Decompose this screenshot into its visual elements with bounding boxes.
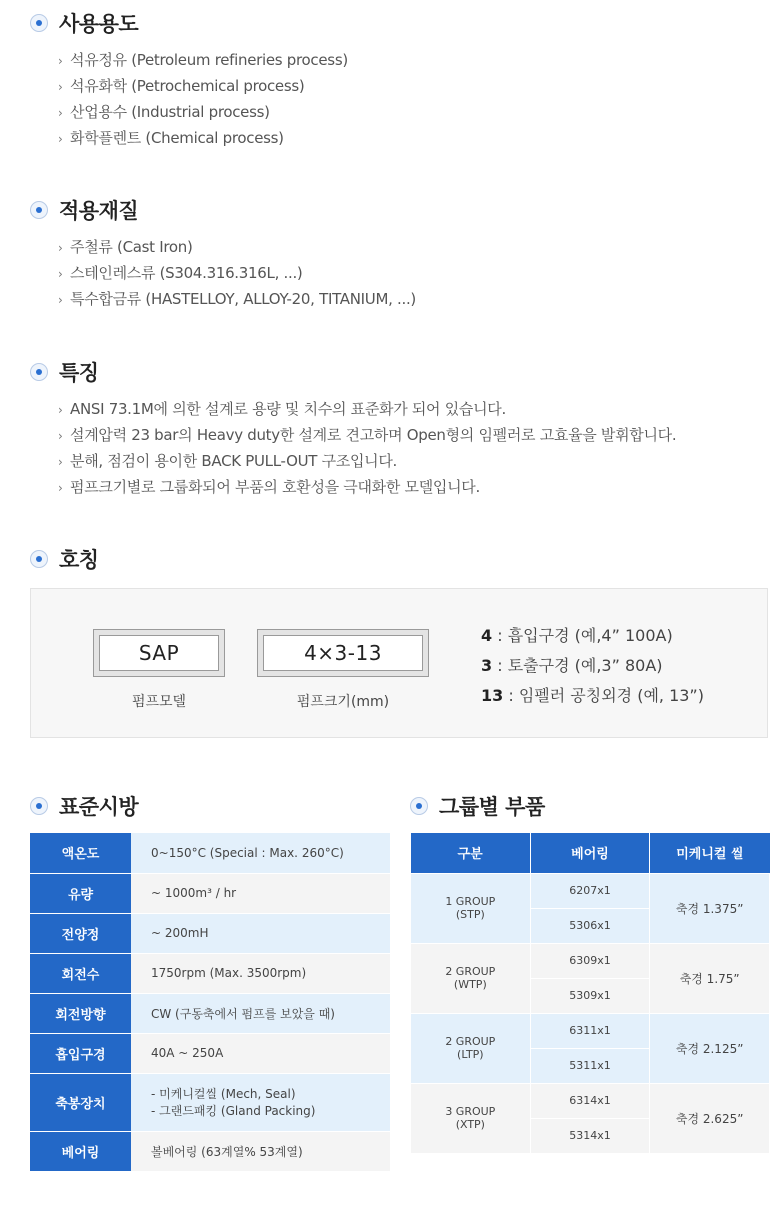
list-item: › 화학플렌트 (Chemical process)	[58, 125, 348, 151]
table-row: 5309x1	[411, 978, 770, 1013]
list-item: › 분해, 점검이 용이한 BACK PULL-OUT 구조입니다.	[58, 448, 676, 474]
circle-bullet-icon	[30, 201, 48, 219]
usage-section	[30, 8, 348, 151]
materials-header	[30, 195, 416, 225]
circle-bullet-icon	[30, 363, 48, 381]
list-item: › 주철류 (Cast Iron)	[58, 234, 416, 260]
chevron-right-icon: ›	[58, 267, 63, 281]
table-row: 3 GROUP (XTP) 6314x1 축경 2.625”	[411, 1083, 770, 1118]
materials-title: 적용재질	[59, 199, 139, 223]
list-item: › 설계압력 23 bar의 Heavy duty한 설계로 견고하며 Open형의 임펠러로 고효율을 발휘합니다.	[58, 422, 676, 448]
list-item: › 석유화학 (Petrochemical process)	[58, 73, 348, 99]
list-item: › ANSI 73.1M에 의한 설계로 용량 및 치수의 표준화가 되어 있습니다.	[58, 396, 676, 422]
table-row: 흡입구경 40A ~ 250A	[30, 1033, 390, 1073]
naming-box	[30, 588, 768, 738]
table-row: 2 GROUP (LTP) 6311x1 축경 2.125”	[411, 1013, 770, 1048]
legend-suction: 4 : 흡입구경 (예,4” 100A)	[481, 626, 673, 645]
spec-table	[30, 833, 390, 1172]
chevron-right-icon: ›	[58, 106, 63, 120]
chevron-right-icon: ›	[58, 403, 63, 417]
chevron-right-icon: ›	[58, 132, 63, 146]
list-item: › 펌프크기별로 그룹화되어 부품의 호환성을 극대화한 모델입니다.	[58, 474, 676, 500]
chevron-right-icon: ›	[58, 293, 63, 307]
parts-section	[410, 791, 545, 821]
table-row: 5314x1	[411, 1118, 770, 1153]
chevron-right-icon: ›	[58, 455, 63, 469]
naming-section	[30, 544, 99, 574]
circle-bullet-icon	[410, 797, 428, 815]
naming-header	[30, 544, 99, 574]
chevron-right-icon: ›	[58, 54, 63, 68]
features-list	[30, 396, 676, 500]
features-section	[30, 357, 676, 500]
table-row: 2 GROUP (WTP) 6309x1 축경 1.75”	[411, 943, 770, 978]
materials-section	[30, 195, 416, 312]
chevron-right-icon: ›	[58, 241, 63, 255]
features-header	[30, 357, 676, 387]
list-item: › 석유정유 (Petroleum refineries process)	[58, 47, 348, 73]
spec-header	[30, 791, 138, 821]
table-row: 회전방향 CW (구동축에서 펌프를 보았을 때)	[30, 993, 390, 1033]
parts-header	[410, 791, 545, 821]
pump-model-label: 펌프모델	[131, 694, 187, 710]
circle-bullet-icon	[30, 550, 48, 568]
table-row: 전양정 ~ 200mH	[30, 913, 390, 953]
features-title: 특징	[59, 361, 99, 385]
table-row: 회전수 1750rpm (Max. 3500rpm)	[30, 953, 390, 993]
table-row: 1 GROUP (STP) 6207x1 축경 1.375”	[411, 873, 770, 908]
materials-list	[30, 234, 416, 312]
spec-section	[30, 791, 138, 821]
list-item: › 스테인레스류 (S304.316.316L, ...)	[58, 260, 416, 286]
circle-bullet-icon	[30, 14, 48, 32]
chevron-right-icon: ›	[58, 80, 63, 94]
table-row: 5306x1	[411, 908, 770, 943]
parts-table	[410, 833, 770, 1154]
usage-title: 사용용도	[59, 12, 139, 36]
naming-title: 호칭	[59, 548, 99, 572]
table-header-row: 구분 베어링 미케니컬 씰	[411, 833, 770, 873]
chevron-right-icon: ›	[58, 429, 63, 443]
pump-model-plate: SAP	[93, 629, 225, 677]
pump-size-plate: 4×3-13	[257, 629, 429, 677]
list-item: › 특수합금류 (HASTELLOY, ALLOY-20, TITANIUM, ...)	[58, 286, 416, 312]
legend-discharge: 3 : 토출구경 (예,3” 80A)	[481, 656, 663, 675]
table-row: 베어링 볼베어링 (63계열% 53계열)	[30, 1131, 390, 1171]
chevron-right-icon: ›	[58, 481, 63, 495]
circle-bullet-icon	[30, 797, 48, 815]
table-row: 축봉장치 - 미케니컬씰 (Mech, Seal) - 그랜드패킹 (Gland Packing)	[30, 1073, 390, 1131]
table-row: 5311x1	[411, 1048, 770, 1083]
table-row: 유량 ~ 1000m³ / hr	[30, 873, 390, 913]
usage-header	[30, 8, 348, 38]
usage-list	[30, 47, 348, 151]
table-row: 액온도 0~150°C (Special : Max. 260°C)	[30, 833, 390, 873]
parts-title: 그룹별 부품	[439, 795, 545, 819]
pump-size-label: 펌프크기(mm)	[296, 694, 390, 710]
legend-impeller: 13 : 임펠러 공칭외경 (예, 13”)	[481, 686, 704, 705]
list-item: › 산업용수 (Industrial process)	[58, 99, 348, 125]
spec-title: 표준시방	[59, 795, 139, 819]
